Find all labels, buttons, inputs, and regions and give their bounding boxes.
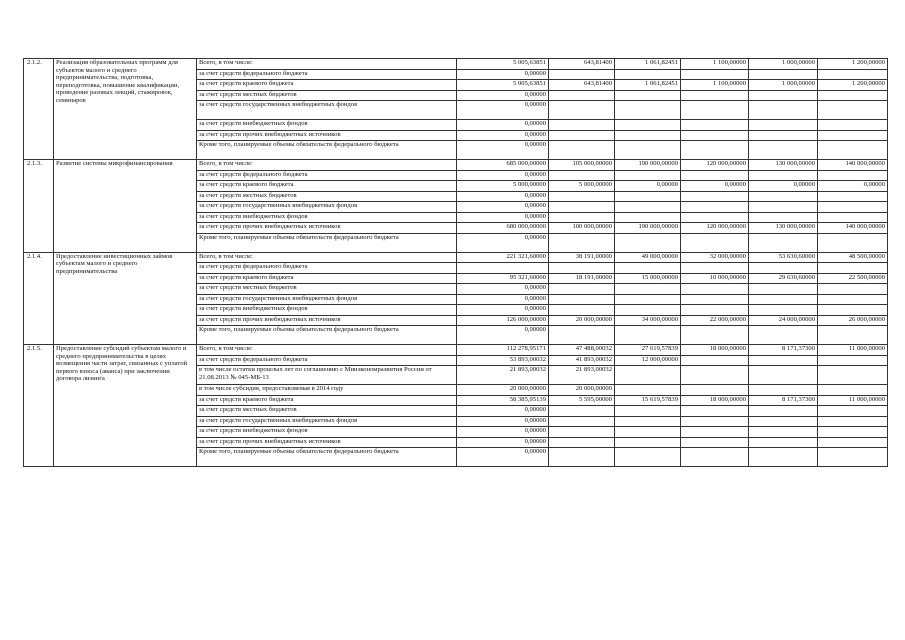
amount-cell bbox=[549, 416, 615, 427]
amount-cell bbox=[818, 416, 888, 427]
amount-cell: 140 000,00000 bbox=[818, 223, 888, 234]
amount-cell bbox=[615, 90, 681, 101]
funding-source-label: за счет средств внебюджетных фондов bbox=[197, 305, 457, 316]
amount-cell bbox=[681, 233, 749, 252]
amount-cell bbox=[818, 212, 888, 223]
amount-cell: 34 000,00000 bbox=[615, 315, 681, 326]
funding-source-label: за счет средств государственных внебюджетных фондов bbox=[197, 294, 457, 305]
item-description: Предоставление инвестиционных займов субъектам малого и среднего предпринимательства bbox=[54, 252, 197, 345]
amount-cell: 1 100,00000 bbox=[681, 59, 749, 70]
amount-cell bbox=[681, 294, 749, 305]
table-row bbox=[24, 160, 888, 171]
amount-cell: 26 000,00000 bbox=[818, 315, 888, 326]
amount-cell: 685 000,00000 bbox=[457, 160, 549, 171]
amount-cell bbox=[549, 448, 615, 467]
amount-cell bbox=[681, 141, 749, 160]
item-description: Развитие системы микрофинансирования bbox=[54, 160, 197, 253]
funding-source-label: за счет средств государственных внебюджетных фондов bbox=[197, 101, 457, 120]
funding-source-label: за счет средств местных бюджетов bbox=[197, 191, 457, 202]
amount-cell: 20 000,00000 bbox=[457, 385, 549, 396]
amount-cell bbox=[615, 233, 681, 252]
amount-cell bbox=[549, 263, 615, 274]
amount-cell: 0,00000 bbox=[457, 284, 549, 295]
amount-cell bbox=[749, 233, 818, 252]
amount-cell bbox=[681, 263, 749, 274]
amount-cell bbox=[615, 366, 681, 385]
amount-cell bbox=[615, 294, 681, 305]
amount-cell bbox=[818, 305, 888, 316]
amount-cell bbox=[615, 101, 681, 120]
amount-cell bbox=[549, 406, 615, 417]
funding-source-label: Всего, в том числе: bbox=[197, 160, 457, 171]
funding-source-label: за счет средств прочих внебюджетных источников bbox=[197, 437, 457, 448]
amount-cell bbox=[681, 90, 749, 101]
amount-cell bbox=[549, 90, 615, 101]
amount-cell bbox=[615, 263, 681, 274]
amount-cell: 126 000,00000 bbox=[457, 315, 549, 326]
amount-cell bbox=[749, 202, 818, 213]
amount-cell bbox=[681, 437, 749, 448]
amount-cell: 11 000,00000 bbox=[818, 345, 888, 356]
amount-cell: 0,00000 bbox=[457, 305, 549, 316]
amount-cell: 24 000,00000 bbox=[749, 315, 818, 326]
amount-cell: 0,00000 bbox=[457, 191, 549, 202]
amount-cell bbox=[615, 385, 681, 396]
funding-source-label: за счет средств внебюджетных фондов bbox=[197, 212, 457, 223]
amount-cell bbox=[681, 355, 749, 366]
amount-cell: 53 630,60000 bbox=[749, 252, 818, 263]
amount-cell bbox=[681, 191, 749, 202]
amount-cell: 0,00000 bbox=[457, 101, 549, 120]
amount-cell bbox=[818, 294, 888, 305]
amount-cell bbox=[681, 305, 749, 316]
item-description: Предоставление субсидий субъектам малого и среднего предпринимательства в целях возмещения части затрат, связанных с уплатой первого взноса (аванса) при заключении договора лизинга bbox=[54, 345, 197, 467]
amount-cell: 0,00000 bbox=[681, 181, 749, 192]
amount-cell: 53 893,00032 bbox=[457, 355, 549, 366]
amount-cell: 120 000,00000 bbox=[681, 223, 749, 234]
amount-cell bbox=[549, 202, 615, 213]
amount-cell: 18 000,00000 bbox=[681, 345, 749, 356]
amount-cell: 22 500,00000 bbox=[818, 273, 888, 284]
amount-cell bbox=[549, 294, 615, 305]
amount-cell: 100 000,00000 bbox=[549, 223, 615, 234]
amount-cell bbox=[749, 69, 818, 80]
amount-cell: 0,00000 bbox=[457, 130, 549, 141]
amount-cell bbox=[615, 437, 681, 448]
table-row bbox=[24, 345, 888, 356]
funding-source-label: за счет средств внебюджетных фондов bbox=[197, 427, 457, 438]
item-number: 2.1.2. bbox=[24, 59, 54, 160]
amount-cell: 20 000,00000 bbox=[549, 315, 615, 326]
amount-cell bbox=[749, 170, 818, 181]
amount-cell bbox=[549, 170, 615, 181]
amount-cell bbox=[749, 90, 818, 101]
amount-cell bbox=[615, 69, 681, 80]
amount-cell bbox=[681, 366, 749, 385]
amount-cell bbox=[549, 191, 615, 202]
amount-cell bbox=[681, 212, 749, 223]
amount-cell: 21 893,00032 bbox=[549, 366, 615, 385]
amount-cell bbox=[549, 326, 615, 345]
amount-cell bbox=[615, 191, 681, 202]
amount-cell: 15 619,57839 bbox=[615, 395, 681, 406]
amount-cell: 10 000,00000 bbox=[681, 273, 749, 284]
funding-source-label: за счет средств федерального бюджета bbox=[197, 69, 457, 80]
amount-cell: 0,00000 bbox=[457, 406, 549, 417]
amount-cell bbox=[615, 212, 681, 223]
amount-cell: 18 191,00000 bbox=[549, 273, 615, 284]
amount-cell bbox=[681, 120, 749, 131]
amount-cell bbox=[749, 416, 818, 427]
amount-cell: 0,00000 bbox=[457, 233, 549, 252]
amount-cell: 0,00000 bbox=[457, 212, 549, 223]
amount-cell bbox=[818, 437, 888, 448]
amount-cell: 48 500,00000 bbox=[818, 252, 888, 263]
amount-cell: 21 893,00032 bbox=[457, 366, 549, 385]
amount-cell: 1 200,00000 bbox=[818, 59, 888, 70]
amount-cell bbox=[818, 141, 888, 160]
amount-cell bbox=[681, 130, 749, 141]
amount-cell bbox=[749, 101, 818, 120]
funding-source-label: в том числе субсидия, предоставляемая в 2014 году bbox=[197, 385, 457, 396]
amount-cell bbox=[818, 130, 888, 141]
funding-source-label: за счет средств государственных внебюджетных фондов bbox=[197, 416, 457, 427]
amount-cell bbox=[681, 69, 749, 80]
amount-cell bbox=[749, 326, 818, 345]
amount-cell: 105 000,00000 bbox=[549, 160, 615, 171]
amount-cell: 18 000,00000 bbox=[681, 395, 749, 406]
funding-source-label: Всего, в том числе: bbox=[197, 252, 457, 263]
amount-cell: 190 000,00000 bbox=[615, 160, 681, 171]
amount-cell bbox=[615, 120, 681, 131]
amount-cell bbox=[818, 191, 888, 202]
amount-cell: 0,00000 bbox=[457, 448, 549, 467]
amount-cell: 0,00000 bbox=[457, 170, 549, 181]
amount-cell: 140 000,00000 bbox=[818, 160, 888, 171]
amount-cell: 8 171,37300 bbox=[749, 395, 818, 406]
amount-cell bbox=[549, 120, 615, 131]
amount-cell: 29 630,60000 bbox=[749, 273, 818, 284]
funding-source-label: за счет средств местных бюджетов bbox=[197, 406, 457, 417]
amount-cell: 680 000,00000 bbox=[457, 223, 549, 234]
amount-cell bbox=[818, 427, 888, 438]
amount-cell bbox=[681, 406, 749, 417]
amount-cell: 112 278,95171 bbox=[457, 345, 549, 356]
item-number: 2.1.3. bbox=[24, 160, 54, 253]
amount-cell bbox=[549, 101, 615, 120]
amount-cell bbox=[749, 448, 818, 467]
funding-source-label: Кроме того, планируемые объемы обязательств федерального бюджета bbox=[197, 326, 457, 345]
amount-cell bbox=[681, 385, 749, 396]
amount-cell: 5 005,63851 bbox=[457, 59, 549, 70]
funding-source-label: в том числе остатки прошлых лет по соглашению с Минэкономразвития России от 21.08.2013 № 045-МБ-13 bbox=[197, 366, 457, 385]
amount-cell: 190 000,00000 bbox=[615, 223, 681, 234]
amount-cell bbox=[549, 212, 615, 223]
amount-cell bbox=[615, 130, 681, 141]
amount-cell bbox=[818, 120, 888, 131]
amount-cell bbox=[681, 416, 749, 427]
funding-source-label: за счет средств государственных внебюджетных фондов bbox=[197, 202, 457, 213]
amount-cell bbox=[457, 263, 549, 274]
amount-cell bbox=[818, 202, 888, 213]
amount-cell: 58 385,95139 bbox=[457, 395, 549, 406]
amount-cell: 0,00000 bbox=[457, 294, 549, 305]
amount-cell: 1 061,82451 bbox=[615, 80, 681, 91]
funding-source-label: за счет средств местных бюджетов bbox=[197, 284, 457, 295]
amount-cell: 5 000,00000 bbox=[457, 181, 549, 192]
amount-cell: 32 000,00000 bbox=[681, 252, 749, 263]
amount-cell: 0,00000 bbox=[615, 181, 681, 192]
amount-cell bbox=[749, 191, 818, 202]
amount-cell: 130 000,00000 bbox=[749, 160, 818, 171]
item-number: 2.1.5. bbox=[24, 345, 54, 467]
amount-cell bbox=[681, 326, 749, 345]
amount-cell: 1 100,00000 bbox=[681, 80, 749, 91]
amount-cell bbox=[549, 141, 615, 160]
funding-source-label: за счет средств местных бюджетов bbox=[197, 90, 457, 101]
amount-cell: 130 000,00000 bbox=[749, 223, 818, 234]
amount-cell: 38 191,00000 bbox=[549, 252, 615, 263]
funding-source-label: за счет средств федерального бюджета bbox=[197, 355, 457, 366]
amount-cell: 8 171,37300 bbox=[749, 345, 818, 356]
amount-cell bbox=[681, 427, 749, 438]
table-row bbox=[24, 252, 888, 263]
amount-cell: 0,00000 bbox=[457, 90, 549, 101]
funding-source-label: Всего, в том числе: bbox=[197, 59, 457, 70]
amount-cell: 120 000,00000 bbox=[681, 160, 749, 171]
amount-cell: 27 619,57839 bbox=[615, 345, 681, 356]
amount-cell: 643,81400 bbox=[549, 59, 615, 70]
funding-source-label: за счет средств краевого бюджета bbox=[197, 273, 457, 284]
amount-cell bbox=[615, 170, 681, 181]
amount-cell bbox=[818, 326, 888, 345]
amount-cell bbox=[818, 366, 888, 385]
item-description: Реализация образовательных программ для субъектов малого и среднего предпринимательства, подготовка, переподготовка, повышение квалификации, проведение разовых лекций, стажировок, семинаров bbox=[54, 59, 197, 160]
amount-cell bbox=[749, 305, 818, 316]
amount-cell: 5 005,63851 bbox=[457, 80, 549, 91]
amount-cell: 0,00000 bbox=[457, 427, 549, 438]
amount-cell: 0,00000 bbox=[457, 141, 549, 160]
amount-cell: 5 595,00000 bbox=[549, 395, 615, 406]
amount-cell: 0,00000 bbox=[457, 437, 549, 448]
amount-cell bbox=[681, 101, 749, 120]
amount-cell bbox=[749, 294, 818, 305]
amount-cell bbox=[818, 101, 888, 120]
funding-source-label: Всего, в том числе: bbox=[197, 345, 457, 356]
amount-cell: 15 000,00000 bbox=[615, 273, 681, 284]
funding-source-label: Кроме того, планируемые объемы обязательств федерального бюджета bbox=[197, 141, 457, 160]
amount-cell: 1 200,00000 bbox=[818, 80, 888, 91]
amount-cell bbox=[749, 366, 818, 385]
amount-cell bbox=[749, 406, 818, 417]
amount-cell: 1 000,00000 bbox=[749, 59, 818, 70]
funding-source-label: за счет средств внебюджетных фондов bbox=[197, 120, 457, 131]
amount-cell bbox=[749, 263, 818, 274]
amount-cell: 41 893,00032 bbox=[549, 355, 615, 366]
funding-source-label: Кроме того, планируемые объемы обязательств федерального бюджета bbox=[197, 448, 457, 467]
funding-source-label: за счет средств федерального бюджета bbox=[197, 263, 457, 274]
amount-cell bbox=[818, 233, 888, 252]
amount-cell bbox=[818, 170, 888, 181]
amount-cell bbox=[818, 406, 888, 417]
amount-cell bbox=[615, 416, 681, 427]
amount-cell: 11 000,00000 bbox=[818, 395, 888, 406]
amount-cell: 0,00000 bbox=[457, 69, 549, 80]
amount-cell bbox=[749, 437, 818, 448]
amount-cell: 0,00000 bbox=[457, 326, 549, 345]
amount-cell: 5 000,00000 bbox=[549, 181, 615, 192]
amount-cell: 47 488,00032 bbox=[549, 345, 615, 356]
amount-cell bbox=[549, 305, 615, 316]
amount-cell bbox=[818, 448, 888, 467]
budget-table bbox=[23, 58, 888, 467]
amount-cell: 0,00000 bbox=[457, 416, 549, 427]
amount-cell bbox=[818, 385, 888, 396]
amount-cell bbox=[818, 263, 888, 274]
amount-cell bbox=[615, 427, 681, 438]
amount-cell bbox=[615, 326, 681, 345]
funding-source-label: за счет средств федерального бюджета bbox=[197, 170, 457, 181]
amount-cell: 643,81400 bbox=[549, 80, 615, 91]
item-number: 2.1.4. bbox=[24, 252, 54, 345]
amount-cell: 221 321,60000 bbox=[457, 252, 549, 263]
amount-cell bbox=[615, 202, 681, 213]
amount-cell bbox=[681, 202, 749, 213]
amount-cell bbox=[615, 406, 681, 417]
amount-cell bbox=[549, 130, 615, 141]
amount-cell: 1 061,82451 bbox=[615, 59, 681, 70]
funding-source-label: за счет средств прочих внебюджетных источников bbox=[197, 223, 457, 234]
amount-cell bbox=[549, 69, 615, 80]
amount-cell: 95 321,60000 bbox=[457, 273, 549, 284]
amount-cell bbox=[549, 233, 615, 252]
funding-source-label: за счет средств краевого бюджета bbox=[197, 395, 457, 406]
funding-source-label: Кроме того, планируемые объемы обязательств федерального бюджета bbox=[197, 233, 457, 252]
amount-cell bbox=[749, 385, 818, 396]
amount-cell: 20 000,00000 bbox=[549, 385, 615, 396]
amount-cell bbox=[681, 448, 749, 467]
amount-cell: 22 000,00000 bbox=[681, 315, 749, 326]
amount-cell bbox=[749, 284, 818, 295]
amount-cell bbox=[818, 90, 888, 101]
amount-cell bbox=[681, 170, 749, 181]
amount-cell bbox=[615, 284, 681, 295]
amount-cell bbox=[615, 141, 681, 160]
amount-cell bbox=[749, 212, 818, 223]
amount-cell bbox=[549, 427, 615, 438]
amount-cell bbox=[749, 427, 818, 438]
funding-source-label: за счет средств краевого бюджета bbox=[197, 181, 457, 192]
amount-cell bbox=[681, 284, 749, 295]
amount-cell bbox=[749, 141, 818, 160]
funding-source-label: за счет средств краевого бюджета bbox=[197, 80, 457, 91]
funding-source-label: за счет средств прочих внебюджетных источников bbox=[197, 130, 457, 141]
funding-source-label: за счет средств прочих внебюджетных источников bbox=[197, 315, 457, 326]
amount-cell bbox=[818, 284, 888, 295]
amount-cell bbox=[615, 305, 681, 316]
amount-cell bbox=[615, 448, 681, 467]
amount-cell: 12 000,00000 bbox=[615, 355, 681, 366]
amount-cell bbox=[749, 355, 818, 366]
amount-cell bbox=[549, 437, 615, 448]
amount-cell: 0,00000 bbox=[457, 120, 549, 131]
amount-cell: 1 000,00000 bbox=[749, 80, 818, 91]
amount-cell bbox=[818, 355, 888, 366]
amount-cell: 0,00000 bbox=[749, 181, 818, 192]
amount-cell: 0,00000 bbox=[818, 181, 888, 192]
amount-cell bbox=[549, 284, 615, 295]
table-row bbox=[24, 59, 888, 70]
amount-cell: 0,00000 bbox=[457, 202, 549, 213]
amount-cell bbox=[749, 130, 818, 141]
amount-cell bbox=[749, 120, 818, 131]
amount-cell: 49 000,00000 bbox=[615, 252, 681, 263]
amount-cell bbox=[818, 69, 888, 80]
